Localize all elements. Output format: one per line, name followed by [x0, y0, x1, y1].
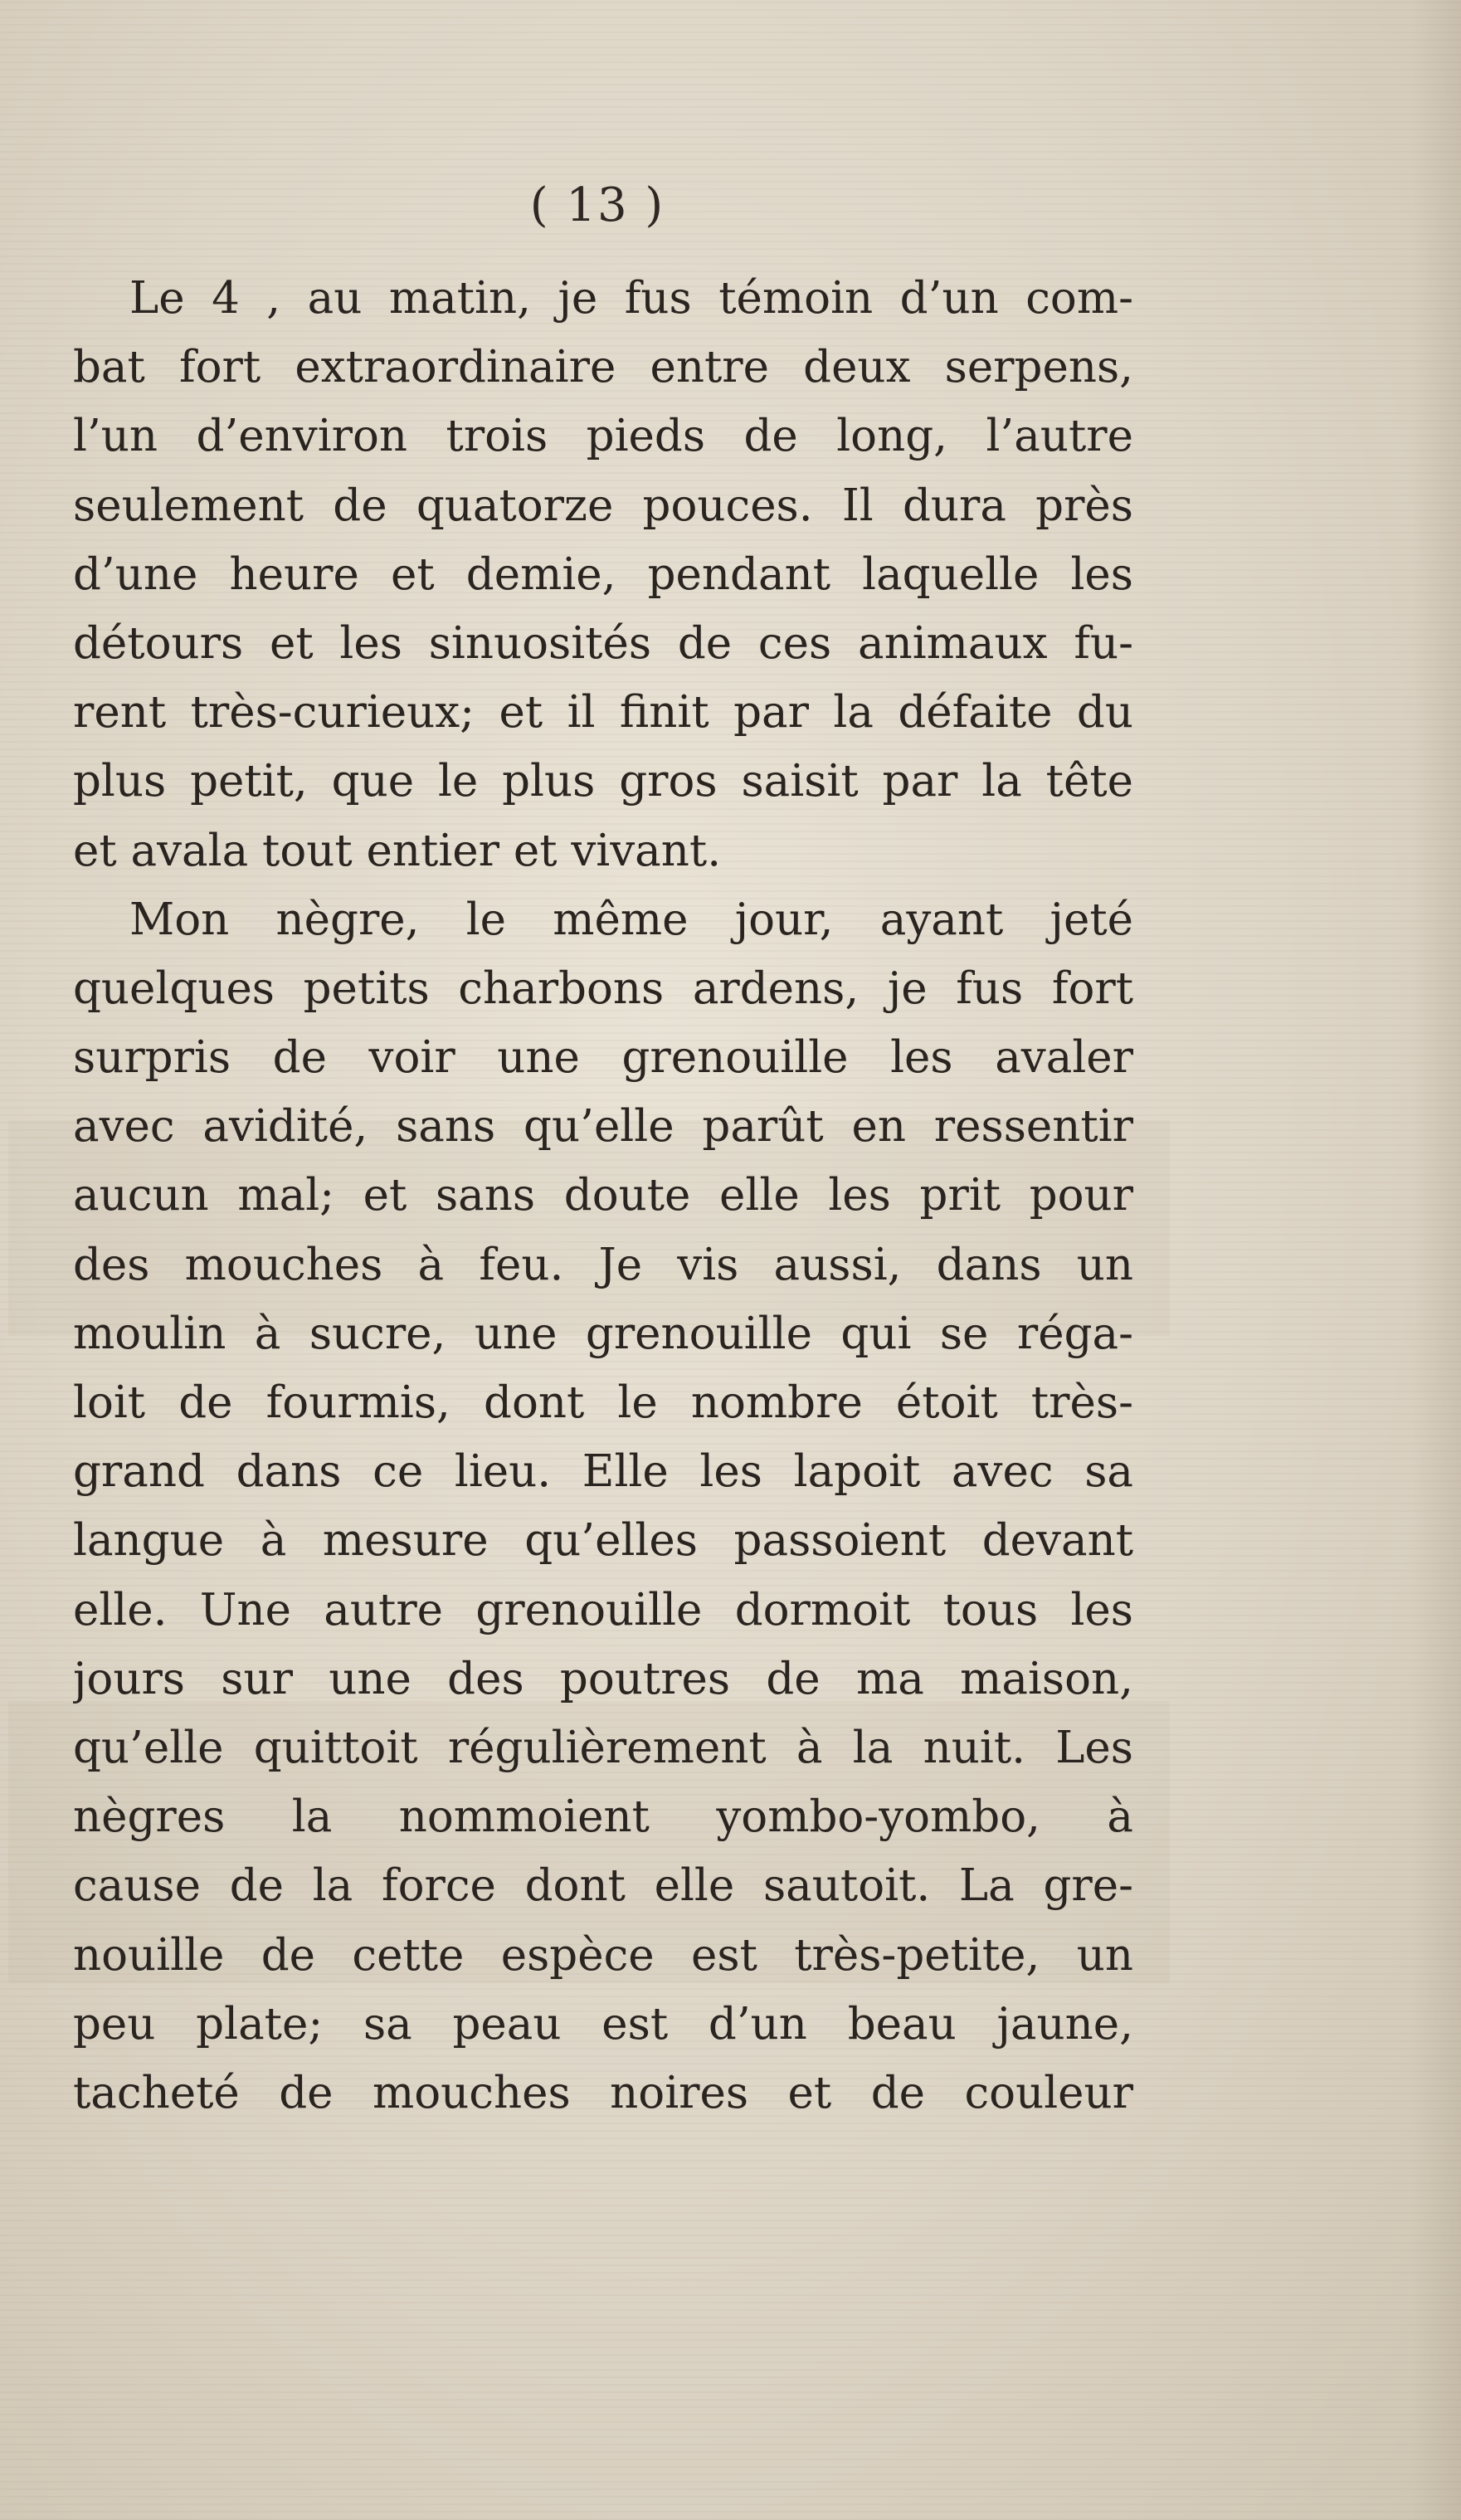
text-line: tacheté de mouches noires et de couleur	[73, 2067, 1133, 2118]
text-line: Le 4 , au matin, je fus témoin d’un com-	[129, 273, 1133, 324]
text-line: plus petit, que le plus gros saisit par la tête	[73, 756, 1133, 807]
text-line: rent très-curieux; et il finit par la défaite du	[73, 687, 1133, 738]
text-line: détours et les sinuosités de ces animaux fu-	[73, 617, 1133, 669]
text-line: Mon nègre, le même jour, ayant jeté	[129, 894, 1133, 945]
text-line: l’un d’environ trois pieds de long, l’autre	[73, 411, 1133, 462]
text-line: loit de fourmis, dont le nombre étoit très-	[73, 1377, 1133, 1428]
text-line: aucun mal; et sans doute elle les prit pour	[73, 1170, 1133, 1221]
body-text	[73, 264, 1133, 2128]
text-line: peu plate; sa peau est d’un beau jaune,	[73, 1998, 1133, 2050]
text-line: jours sur une des poutres de ma maison,	[73, 1653, 1133, 1704]
text-line: cause de la force dont elle sautoit. La gre-	[73, 1860, 1133, 1912]
text-line: avec avidité, sans qu’elle parût en ressentir	[73, 1101, 1133, 1153]
text-line: et avala tout entier et vivant.	[73, 825, 722, 876]
text-line: langue à mesure qu’elles passoient devant	[73, 1515, 1133, 1567]
text-line: des mouches à feu. Je vis aussi, dans un	[73, 1239, 1133, 1290]
text-line: seulement de quatorze pouces. Il dura près	[73, 480, 1133, 531]
text-line: grand dans ce lieu. Elle les lapoit avec sa	[73, 1446, 1133, 1498]
text-line: nègres la nommoient yombo-yombo, à	[73, 1791, 1133, 1843]
page-edge-shadow	[1411, 0, 1461, 2520]
text-line: surpris de voir une grenouille les avaler	[73, 1032, 1133, 1084]
text-line: nouille de cette espèce est très-petite, un	[73, 1929, 1133, 1981]
text-line: bat fort extraordinaire entre deux serpens,	[73, 342, 1133, 393]
text-line: elle. Une autre grenouille dormoit tous les	[73, 1584, 1133, 1635]
text-line: qu’elle quittoit régulièrement à la nuit. Les	[73, 1722, 1133, 1773]
text-line: quelques petits charbons ardens, je fus fort	[73, 963, 1133, 1014]
text-line: moulin à sucre, une grenouille qui se réga-	[73, 1308, 1133, 1359]
page-number: ( 13 )	[529, 178, 665, 232]
text-line: d’une heure et demie, pendant laquelle les	[73, 548, 1133, 600]
